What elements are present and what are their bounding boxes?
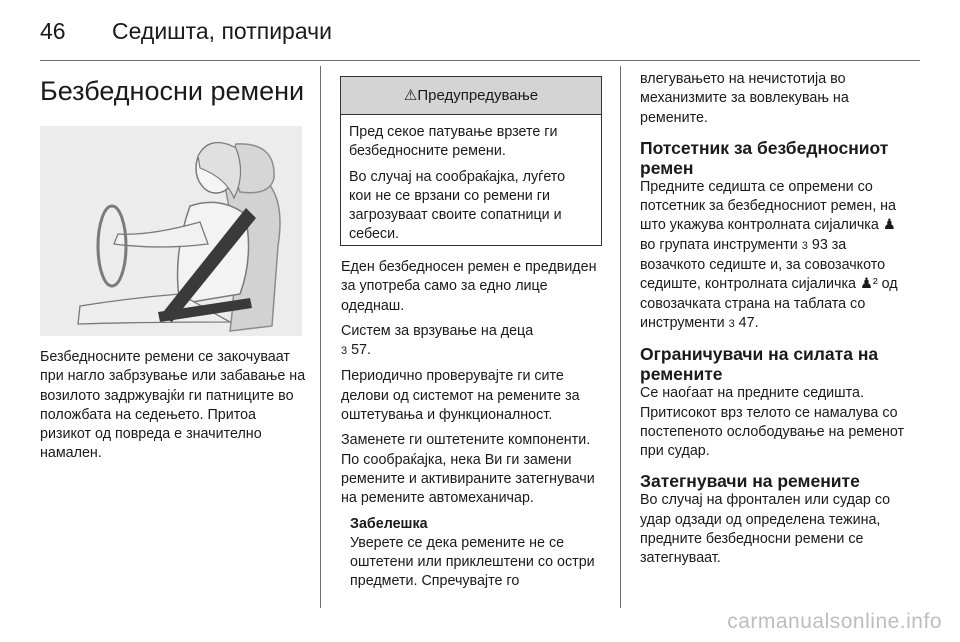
- header-divider: [40, 60, 920, 61]
- intro-paragraph: Безбедносните ремени се закочуваат при нагло забрзување или забавање на возилото задржувајќи ги патниците во положбата на седењето. Притоа ризикот од повреда е значително намален.: [40, 349, 306, 462]
- note-block: [350, 515, 605, 592]
- column-divider-1: [320, 66, 321, 608]
- section-heading-reminder: Потсетник за безбедносниот ремен: [640, 137, 889, 178]
- seatbelt-illustration: [40, 126, 302, 336]
- middle-column: [341, 258, 605, 592]
- column-divider-2: [620, 66, 621, 608]
- section-heading-pretensioners: Затегнувачи на ремените: [640, 471, 860, 492]
- seatbelt-warning-icon: ♟: [882, 217, 896, 234]
- page-number: 46: [40, 18, 66, 44]
- watermark: carmanualsonline.info: [727, 610, 942, 633]
- warning-header: [341, 77, 601, 115]
- page-ref-icon: 3: [728, 317, 735, 330]
- paragraph: Еден безбедносен ремен е предвиден за употреба само за едно лице одеднаш.: [341, 259, 597, 314]
- reminder-text-d: од совозачката страна на таблата со инструменти: [640, 276, 898, 331]
- warning-body: [341, 115, 601, 245]
- section-heading-force-limiters: Ограничувачи на силата на ремените: [640, 344, 879, 385]
- passenger-seatbelt-icon: ♟²: [860, 276, 878, 293]
- reminder-text-a: Предните седишта се опремени со потсетник за безбедносниот ремен, на што укажува контролната сијаличка: [640, 178, 896, 234]
- paragraph: Заменете ги оштетените компоненти. По сообраќајка, нека Ви ги замени ремените и активираните затегнувачи на ремените автомеханичар.: [341, 432, 595, 507]
- page-ref[interactable]: 57.: [351, 342, 371, 359]
- paragraph-continued: влегувањето на нечистотија во механизмите за вовлекувањ на ремените.: [640, 71, 849, 126]
- page-header: [40, 18, 332, 45]
- warning-title: Предупредување: [417, 87, 539, 104]
- reminder-text-b: во групата инструменти: [640, 236, 798, 253]
- note-text: Уверете се дека ремените не се оштетени или приклештени со остри предмети. Спречувајте го: [350, 534, 595, 590]
- intro-column: [40, 348, 306, 470]
- warning-paragraph: Во случај на сообраќајка, луѓето кои не се врзани со ремени ги загрозуваат своите сопатници и себеси.: [349, 168, 566, 243]
- child-restraint-label: Систем за врзување на деца: [341, 322, 534, 339]
- note-title: Забелешка: [350, 515, 428, 532]
- page-ref-icon: 3: [801, 239, 808, 252]
- paragraph-child-restraint: [341, 322, 605, 362]
- pretensioners-paragraph: Во случај на фронтален или судар со удар одзади од определена тежина, предните безбедносни ремени се затегнуваат.: [640, 492, 891, 567]
- section-title: Седишта, потпирачи: [112, 18, 332, 44]
- seatbelt-drawing: [40, 126, 302, 336]
- reminder-paragraph: [640, 178, 906, 334]
- warning-icon: ⚠: [403, 87, 418, 104]
- right-column: [640, 70, 906, 575]
- paragraph: Периодично проверувајте ги сите делови од системот на ремените за оштетувања и функционалност.: [341, 368, 580, 424]
- page-ref[interactable]: 47.: [738, 314, 759, 331]
- page-ref-icon: 3: [341, 345, 348, 358]
- warning-box: [340, 76, 602, 246]
- page-title: Безбедносни ремени: [40, 76, 305, 106]
- force-limiters-paragraph: Се наоѓаат на предните седишта. Притисокот врз телото се намалува со постепеното ослободување на ременот при судар.: [640, 385, 905, 460]
- reminder-text-c: 93 за возачкото седиште и, за совозачкото седиште, контролната сијаличка: [640, 236, 886, 293]
- warning-paragraph: Пред секое патување врзете ги безбедносните ремени.: [349, 124, 558, 160]
